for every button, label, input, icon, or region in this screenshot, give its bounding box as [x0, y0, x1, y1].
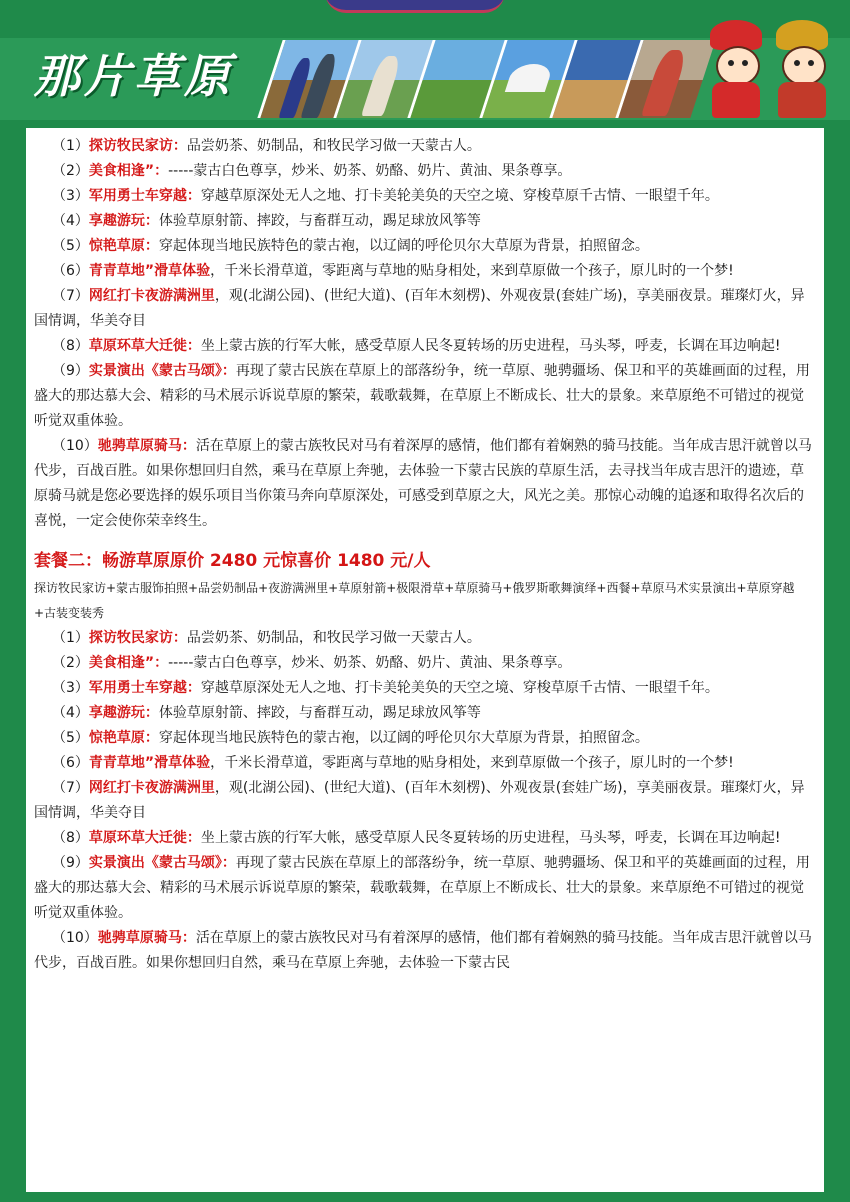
item-number: （7） — [52, 780, 89, 796]
item-number: （5） — [52, 238, 89, 254]
list-item — [34, 184, 816, 209]
list-item — [34, 926, 816, 976]
list-item — [34, 359, 816, 434]
item-text: 坐上蒙古族的行军大帐，感受草原人民冬夏转场的历史进程，马头琴，呼麦，长调在耳边响起! — [200, 338, 781, 354]
item-number: （6） — [52, 755, 89, 771]
list-item — [34, 751, 816, 776]
item-highlight: 享趣游玩： — [88, 213, 159, 229]
item-highlight: 青青草地”滑草体验 — [88, 755, 211, 771]
item-text: -----蒙古白色尊享，炒米、奶茶、奶酪、奶片、黄油、果条尊享。 — [168, 163, 572, 179]
list-item — [34, 701, 816, 726]
item-text: 再现了蒙古民族在草原上的部落纷争，统一草原、驰骋疆场、保卫和平的英雄画面的过程，用盛大的那达慕大会、精彩的马术展示诉说草原的繁荣，载歌载舞，在草原上不断成长、壮大的景象。来草原绝不可错过的视觉听觉双重体验。 — [34, 363, 810, 429]
item-text: 活在草原上的蒙古族牧民对马有着深厚的感情，他们都有着娴熟的骑马技能。当年成吉思汗就曾以马代步，百战百胜。如果你想回归自然，乘马在草原上奔驰，去体验一下蒙古民 — [34, 930, 812, 971]
list-item — [34, 434, 816, 534]
list-item — [34, 334, 816, 359]
list-item — [34, 651, 816, 676]
list-item — [34, 259, 816, 284]
mascot-girl — [706, 20, 766, 120]
package2-route: 探访牧民家访+蒙古服饰拍照+品尝奶制品+夜游满洲里+草原射箭+极限滑草+草原骑马+俄罗斯歌舞演绎+西餐+草原马术实景演出+草原穿越+古装变装秀 — [34, 581, 795, 620]
item-text: 穿越草原深处无人之地、打卡美轮美奂的天空之境、穿梭草原千古情、一眼望千年。 — [200, 188, 719, 204]
item-highlight: 享趣游玩： — [88, 705, 159, 721]
item-number: （9） — [52, 855, 89, 871]
package2-title: 套餐二：畅游草原原价 2480 元惊喜价 1480 元/人 — [34, 551, 431, 571]
list-item — [34, 826, 816, 851]
list-item — [34, 851, 816, 926]
item-text: 体验草原射箭、摔跤，与畜群互动，踢足球放风筝等 — [158, 213, 481, 229]
item-text: 活在草原上的蒙古族牧民对马有着深厚的感情，他们都有着娴熟的骑马技能。当年成吉思汗就曾以马代步，百战百胜。如果你想回归自然，乘马在草原上奔驰，去体验一下蒙古民族的草原生活，去寻找当年成吉思汗的遗迹，草原骑马就是您必要选择的娱乐项目当你策马奔向草原深处，可感受到草原之大，风光之美。那惊心动魄的追逐和取得名次后的喜悦，一定会使你荣幸终生。 — [34, 438, 812, 529]
item-number: （3） — [52, 680, 89, 696]
item-highlight: 青青草地”滑草体验 — [88, 263, 211, 279]
item-text: -----蒙古白色尊享，炒米、奶茶、奶酪、奶片、黄油、果条尊享。 — [168, 655, 572, 671]
mascot-boy — [772, 20, 832, 120]
item-number: （9） — [52, 363, 89, 379]
item-text: ，观(北湖公园)、(世纪大道)、(百年木刻楞)、外观夜景(套娃广场)，享美丽夜景。璀璨灯火，异国情调，华美夺目 — [34, 780, 805, 821]
photo-strip — [270, 40, 700, 118]
item-number: （7） — [52, 288, 89, 304]
list-item — [34, 676, 816, 701]
item-highlight: 实景演出《蒙古马颂》： — [88, 855, 236, 871]
item-highlight: 实景演出《蒙古马颂》： — [88, 363, 236, 379]
item-number: （8） — [52, 830, 89, 846]
item-number: （3） — [52, 188, 89, 204]
package1-list — [34, 134, 816, 534]
header-banner — [0, 0, 850, 128]
package2-list — [34, 626, 816, 976]
item-highlight: 驰骋草原骑马： — [97, 930, 196, 946]
item-highlight: 惊艳草原： — [88, 730, 159, 746]
item-number: （1） — [52, 138, 89, 154]
item-number: （10） — [52, 438, 98, 454]
item-text: 体验草原射箭、摔跤，与畜群互动，踢足球放风筝等 — [158, 705, 481, 721]
item-text: 品尝奶茶、奶制品，和牧民学习做一天蒙古人。 — [186, 630, 481, 646]
item-highlight: 探访牧民家访： — [88, 138, 187, 154]
item-highlight: 美食相逢”： — [88, 163, 169, 179]
item-number: （5） — [52, 730, 89, 746]
list-item — [34, 209, 816, 234]
item-highlight: 网红打卡夜游满洲里 — [88, 780, 215, 796]
item-text: 穿起体现当地民族特色的蒙古袍，以辽阔的呼伦贝尔大草原为背景，拍照留念。 — [158, 238, 649, 254]
item-highlight: 探访牧民家访： — [88, 630, 187, 646]
item-number: （10） — [52, 930, 98, 946]
item-highlight: 网红打卡夜游满洲里 — [88, 288, 215, 304]
item-highlight: 军用勇士车穿越： — [88, 680, 201, 696]
page-title: 那片草原 — [34, 49, 234, 103]
item-number: （6） — [52, 263, 89, 279]
item-text: 穿起体现当地民族特色的蒙古袍，以辽阔的呼伦贝尔大草原为背景，拍照留念。 — [158, 730, 649, 746]
item-text: 坐上蒙古族的行军大帐，感受草原人民冬夏转场的历史进程，马头琴，呼麦，长调在耳边响起! — [200, 830, 781, 846]
item-highlight: 草原环草大迁徙： — [88, 338, 201, 354]
list-item — [34, 284, 816, 334]
item-highlight: 驰骋草原骑马： — [97, 438, 196, 454]
item-number: （1） — [52, 630, 89, 646]
item-number: （8） — [52, 338, 89, 354]
item-text: 穿越草原深处无人之地、打卡美轮美奂的天空之境、穿梭草原千古情、一眼望千年。 — [200, 680, 719, 696]
item-highlight: 惊艳草原： — [88, 238, 159, 254]
list-item — [34, 159, 816, 184]
list-item — [34, 134, 816, 159]
item-number: （2） — [52, 655, 89, 671]
item-text: ，观(北湖公园)、(世纪大道)、(百年木刻楞)、外观夜景(套娃广场)，享美丽夜景。璀璨灯火，异国情调，华美夺目 — [34, 288, 805, 329]
item-number: （2） — [52, 163, 89, 179]
item-number: （4） — [52, 213, 89, 229]
list-item — [34, 776, 816, 826]
item-text: 再现了蒙古民族在草原上的部落纷争，统一草原、驰骋疆场、保卫和平的英雄画面的过程，用盛大的那达慕大会、精彩的马术展示诉说草原的繁荣，载歌载舞，在草原上不断成长、壮大的景象。来草原绝不可错过的视觉听觉双重体验。 — [34, 855, 810, 921]
item-text: ，千米长滑草道，零距离与草地的贴身相处，来到草原做一个孩子，原儿时的一个梦! — [210, 263, 734, 279]
item-highlight: 草原环草大迁徙： — [88, 830, 201, 846]
item-highlight: 美食相逢”： — [88, 655, 169, 671]
item-number: （4） — [52, 705, 89, 721]
item-highlight: 军用勇士车穿越： — [88, 188, 201, 204]
list-item — [34, 234, 816, 259]
ornament-decoration — [325, 0, 505, 13]
list-item — [34, 626, 816, 651]
item-text: ，千米长滑草道，零距离与草地的贴身相处，来到草原做一个孩子，原儿时的一个梦! — [210, 755, 734, 771]
content-panel — [26, 128, 824, 1192]
list-item — [34, 726, 816, 751]
item-text: 品尝奶茶、奶制品，和牧民学习做一天蒙古人。 — [186, 138, 481, 154]
